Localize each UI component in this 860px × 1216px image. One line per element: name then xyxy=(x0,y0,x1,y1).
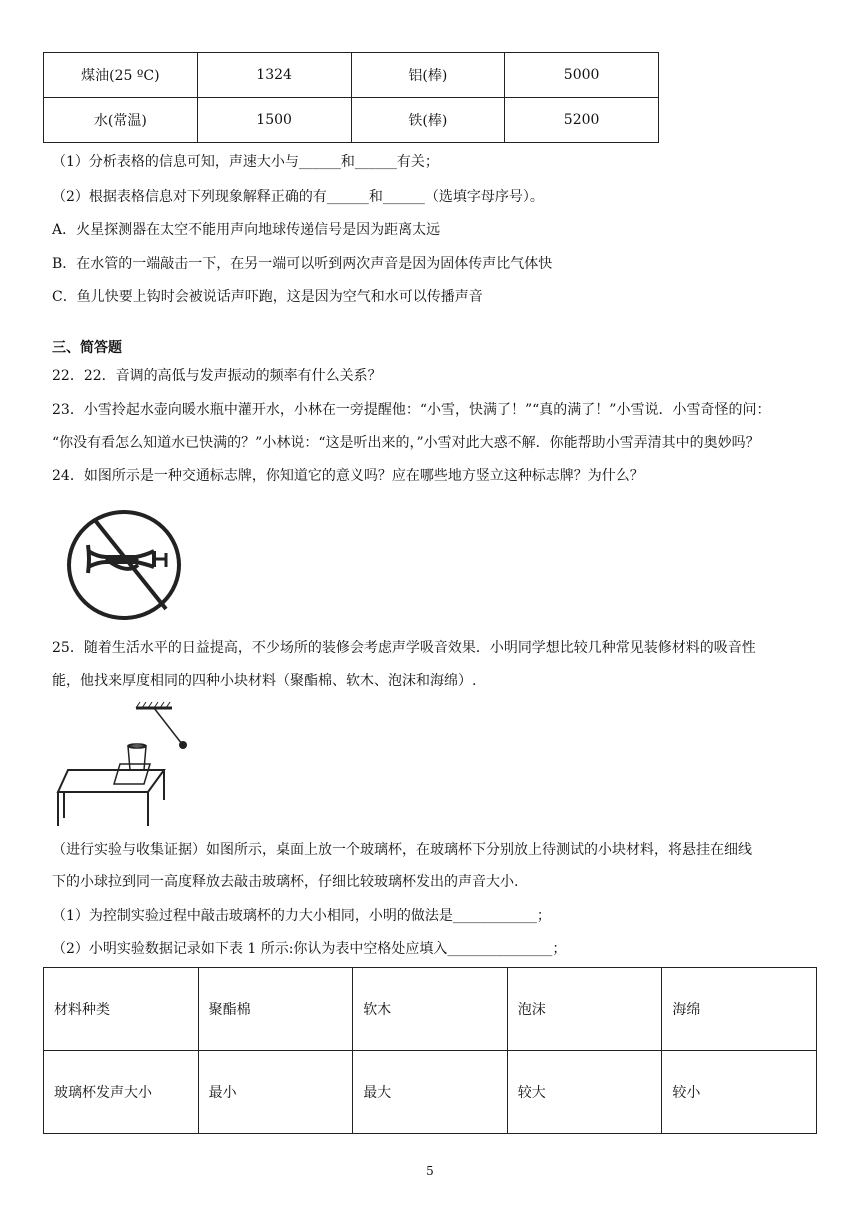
table-cell: 煤油(25 ºC) xyxy=(44,53,198,98)
question-25-line2: 能，他找来厚度相同的四种小块材料（聚酯棉、软木、泡沫和海绵）. xyxy=(52,673,477,689)
table-cell: 海绵 xyxy=(662,968,817,1051)
table-cell: 铁(棒) xyxy=(351,98,505,143)
question-23-line1: 23．小雪拎起水壶向暖水瓶中灌开水，小林在一旁提醒他：“小雪，快满了！”“真的满了！”小雪说．小雪奇怪的问： xyxy=(52,402,771,418)
table-cell: 5000 xyxy=(505,53,659,98)
table-cell: 玻璃杯发声大小 xyxy=(44,1051,199,1134)
table-cell: 最大 xyxy=(353,1051,508,1134)
table-cell: 较小 xyxy=(662,1051,817,1134)
q21-option-b: B．在水管的一端敲击一下，在另一端可以听到两次声音是因为固体传声比气体快 xyxy=(52,256,553,272)
q21-part1: （1）分析表格的信息可知，声速大小与______和______有关； xyxy=(52,154,439,170)
table-cell: 5200 xyxy=(505,98,659,143)
table-cell: 较大 xyxy=(507,1051,662,1134)
table-cell: 水(常温) xyxy=(44,98,198,143)
experiment-description-line1: （进行实验与收集证据）如图所示，桌面上放一个玻璃杯，在玻璃杯下分别放上待测试的小块材料，将悬挂在细线 xyxy=(52,842,752,858)
question-23-line2: “你没有看怎么知道水已快满的？”小林说：“这是听出来的，”小雪对此大惑不解．你能帮助小雪弄清其中的奥妙吗？ xyxy=(52,435,760,451)
table-cell: 软木 xyxy=(353,968,508,1051)
table-row xyxy=(44,53,659,98)
table-cell: 最小 xyxy=(198,1051,353,1134)
q21-part2: （2）根据表格信息对下列现象解释正确的有______和______（选填字母序号）。 xyxy=(52,189,544,205)
table-cell: 1324 xyxy=(197,53,351,98)
page-number: 5 xyxy=(426,1164,434,1178)
table-cell: 铝(棒) xyxy=(351,53,505,98)
q25-part1: （1）为控制实验过程中敲击玻璃杯的力大小相同，小明的做法是____________； xyxy=(52,908,551,924)
table-row xyxy=(44,968,817,1051)
sound-absorption-table xyxy=(43,967,817,1134)
table-row xyxy=(44,1051,817,1134)
speed-of-sound-table xyxy=(43,52,659,143)
question-25-line1: 25．随着生活水平的日益提高，不少场所的装修会考虑声学吸音效果．小明同学想比较几种常见装修材料的吸音性 xyxy=(52,640,756,656)
table-cell: 泡沫 xyxy=(507,968,662,1051)
table-cell: 材料种类 xyxy=(44,968,199,1051)
experiment-description-line2: 下的小球拉到同一高度释放去敲击玻璃杯，仔细比较玻璃杯发出的声音大小. xyxy=(52,874,519,890)
section-heading: 三、简答题 xyxy=(52,340,122,356)
no-honking-sign-icon xyxy=(66,509,186,621)
question-22: 22．22．音调的高低与发声振动的频率有什么关系？ xyxy=(52,368,382,384)
table-cell: 聚酯棉 xyxy=(198,968,353,1051)
q21-option-c: C．鱼儿快要上钩时会被说话声吓跑，这是因为空气和水可以传播声音 xyxy=(52,289,483,305)
q21-option-a: A．火星探测器在太空不能用声向地球传递信号是因为距离太远 xyxy=(52,222,441,238)
table-cell: 1500 xyxy=(197,98,351,143)
q25-part2: （2）小明实验数据记录如下表 1 所示:你认为表中空格处应填入_______________； xyxy=(52,941,567,957)
experiment-apparatus-illustration xyxy=(52,700,202,828)
table-row xyxy=(44,98,659,143)
question-24: 24．如图所示是一种交通标志牌，你知道它的意义吗？应在哪些地方竖立这种标志牌？为什么？ xyxy=(52,468,644,484)
